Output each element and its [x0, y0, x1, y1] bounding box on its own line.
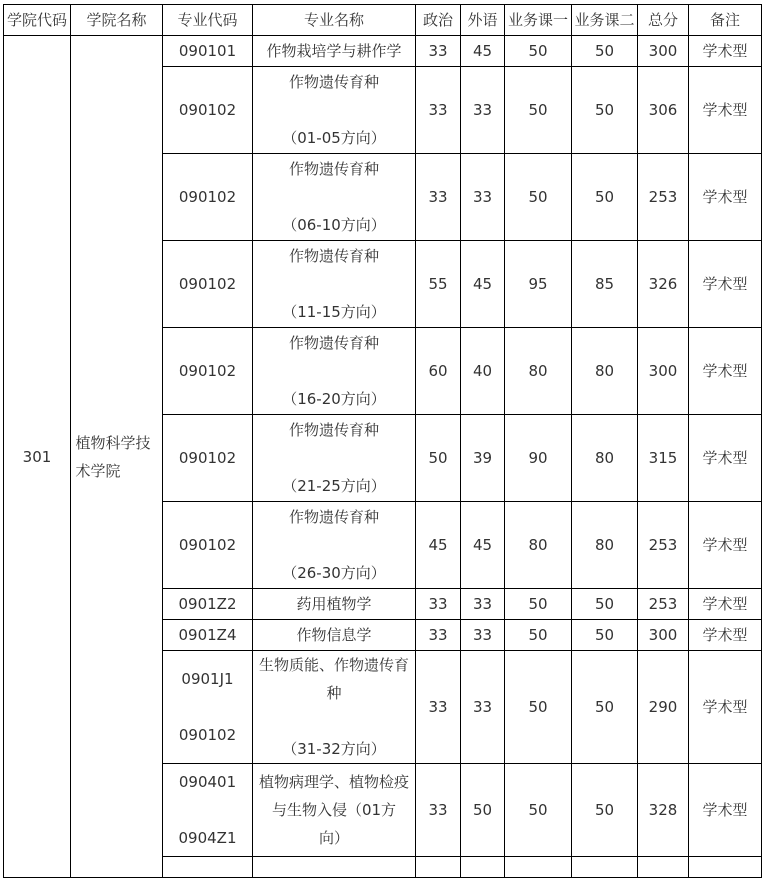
politics-cell: 33 [416, 36, 461, 67]
header-major-name: 专业名称 [253, 5, 416, 36]
total-cell: 300 [638, 620, 689, 651]
course2-cell: 50 [572, 36, 638, 67]
politics-cell: 33 [416, 589, 461, 620]
major-name-cell: 药用植物学 [253, 589, 416, 620]
major-name-cell [253, 328, 416, 415]
course2-cell: 80 [572, 415, 638, 502]
major-name-line: 作物遗传育种 [288, 334, 379, 352]
major-name-cell: 作物栽培学与耕作学 [253, 36, 416, 67]
total-cell: 315 [638, 415, 689, 502]
course1-cell: 50 [505, 589, 572, 620]
header-row [4, 5, 762, 36]
major-name-line: 作物遗传育种 [288, 421, 379, 439]
header-college-code: 学院代码 [4, 5, 71, 36]
total-cell: 253 [638, 589, 689, 620]
major-code-line: 090102 [178, 726, 237, 744]
major-name-direction: （31-32方向） [282, 740, 386, 758]
major-code-cell: 0901Z2 [163, 589, 253, 620]
major-name-cell: 作物信息学 [253, 620, 416, 651]
table-row [4, 36, 762, 67]
course2-cell: 50 [572, 589, 638, 620]
major-name-line: 种 [326, 684, 342, 702]
course2-cell: 80 [572, 328, 638, 415]
header-major-code: 专业代码 [163, 5, 253, 36]
course1-cell: 50 [505, 154, 572, 241]
language-cell: 45 [461, 241, 505, 328]
total-cell: 253 [638, 154, 689, 241]
note-cell: 学术型 [689, 415, 762, 502]
course1-cell: 50 [505, 620, 572, 651]
admission-score-table [3, 4, 762, 878]
total-cell: 306 [638, 67, 689, 154]
header-politics: 政治 [416, 5, 461, 36]
note-cell: 学术型 [689, 620, 762, 651]
note-cell: 学术型 [689, 589, 762, 620]
major-code-cell [163, 764, 253, 857]
politics-cell: 33 [416, 154, 461, 241]
course2-cell: 50 [572, 764, 638, 857]
language-cell: 45 [461, 36, 505, 67]
language-cell: 33 [461, 651, 505, 764]
header-course1: 业务课一 [505, 5, 572, 36]
course1-cell: 90 [505, 415, 572, 502]
course1-cell: 50 [505, 651, 572, 764]
total-cell: 253 [638, 502, 689, 589]
course1-cell: 95 [505, 241, 572, 328]
language-cell: 45 [461, 502, 505, 589]
note-cell: 学术型 [689, 241, 762, 328]
major-name-direction: （06-10方向） [282, 216, 386, 234]
major-code-cell: 090102 [163, 241, 253, 328]
politics-cell: 33 [416, 620, 461, 651]
major-code-cell: 090102 [163, 154, 253, 241]
major-name-direction: （21-25方向） [282, 477, 386, 495]
major-name-direction: （26-30方向） [282, 564, 386, 582]
major-code-cell: 090101 [163, 36, 253, 67]
language-cell: 33 [461, 589, 505, 620]
major-name-direction: （01-05方向） [282, 129, 386, 147]
course1-cell: 50 [505, 36, 572, 67]
course2-cell: 50 [572, 67, 638, 154]
politics-cell: 50 [416, 415, 461, 502]
total-cell: 300 [638, 36, 689, 67]
note-cell: 学术型 [689, 328, 762, 415]
major-name-cell [253, 502, 416, 589]
major-code-cell: 090102 [163, 67, 253, 154]
major-name-line: 植物病理学、植物检疫 [258, 773, 409, 791]
header-total: 总分 [638, 5, 689, 36]
college-name-cell [71, 36, 163, 878]
major-name-line: 与生物入侵（01方 [271, 801, 397, 819]
note-cell: 学术型 [689, 154, 762, 241]
major-name-cell [253, 651, 416, 764]
major-name-line: 作物遗传育种 [288, 73, 379, 91]
course1-cell: 80 [505, 328, 572, 415]
major-code-cell: 0901Z4 [163, 620, 253, 651]
major-code-cell: 090102 [163, 415, 253, 502]
major-code-line: 0904Z1 [178, 829, 237, 847]
header-college-name: 学院名称 [71, 5, 163, 36]
course1-cell: 50 [505, 764, 572, 857]
course2-cell: 85 [572, 241, 638, 328]
course1-cell: 80 [505, 502, 572, 589]
total-cell: 300 [638, 328, 689, 415]
total-cell: 326 [638, 241, 689, 328]
college-code-cell: 301 [4, 36, 71, 878]
course2-cell: 50 [572, 154, 638, 241]
language-cell: 40 [461, 328, 505, 415]
major-name-line: 作物遗传育种 [288, 160, 379, 178]
course2-cell: 50 [572, 620, 638, 651]
language-cell: 33 [461, 67, 505, 154]
major-name-cell [253, 415, 416, 502]
politics-cell: 45 [416, 502, 461, 589]
note-cell: 学术型 [689, 502, 762, 589]
major-code-line: 0901J1 [181, 670, 234, 688]
header-course2: 业务课二 [572, 5, 638, 36]
major-name-direction: （11-15方向） [282, 303, 386, 321]
major-name-cell [253, 67, 416, 154]
total-cell: 328 [638, 764, 689, 857]
note-cell: 学术型 [689, 764, 762, 857]
politics-cell: 33 [416, 764, 461, 857]
major-code-line: 090401 [178, 773, 237, 791]
politics-cell: 55 [416, 241, 461, 328]
major-name-direction: （16-20方向） [282, 390, 386, 408]
language-cell: 33 [461, 620, 505, 651]
major-name-line: 作物遗传育种 [288, 247, 379, 265]
course1-cell: 50 [505, 67, 572, 154]
total-cell: 290 [638, 651, 689, 764]
major-code-cell [163, 651, 253, 764]
header-language: 外语 [461, 5, 505, 36]
major-name-cell [253, 764, 416, 857]
header-note: 备注 [689, 5, 762, 36]
course2-cell: 80 [572, 502, 638, 589]
language-cell: 50 [461, 764, 505, 857]
course2-cell: 50 [572, 651, 638, 764]
major-code-cell: 090102 [163, 328, 253, 415]
note-cell: 学术型 [689, 67, 762, 154]
politics-cell: 33 [416, 651, 461, 764]
politics-cell: 60 [416, 328, 461, 415]
major-name-line: 向） [318, 829, 349, 847]
major-code-cell: 090102 [163, 502, 253, 589]
note-cell: 学术型 [689, 36, 762, 67]
language-cell: 39 [461, 415, 505, 502]
note-cell: 学术型 [689, 651, 762, 764]
politics-cell: 33 [416, 67, 461, 154]
college-name: 植物科学技术学院 [75, 433, 151, 480]
major-name-line: 生物质能、作物遗传育 [258, 656, 409, 674]
language-cell: 33 [461, 154, 505, 241]
major-name-line: 作物遗传育种 [288, 508, 379, 526]
major-name-cell [253, 154, 416, 241]
major-name-cell [253, 241, 416, 328]
